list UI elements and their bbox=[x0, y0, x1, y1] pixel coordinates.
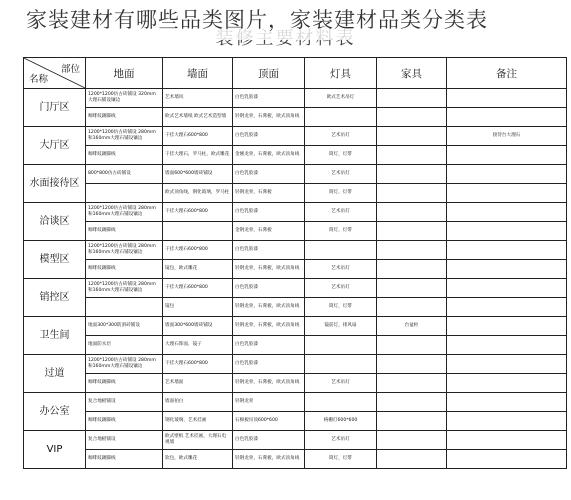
furniture-cell bbox=[377, 222, 447, 241]
remarks-cell bbox=[447, 184, 567, 203]
header-corner-cell bbox=[24, 58, 86, 89]
table-row bbox=[24, 222, 567, 241]
furniture-cell bbox=[377, 374, 447, 393]
ceiling-cell: 轻钢龙骨，石膏板，欧式顶角线 bbox=[233, 108, 305, 127]
ceiling-cell: 石棉板吊顶600*600 bbox=[233, 412, 305, 431]
remarks-cell bbox=[447, 222, 567, 241]
table-row bbox=[24, 317, 567, 336]
lighting-cell: 筒灯，灯带 bbox=[305, 450, 377, 469]
lighting-cell bbox=[305, 336, 377, 355]
area-name-cell: 水面接待区 bbox=[24, 165, 86, 203]
wall-cell: 艺术墙风 bbox=[163, 89, 233, 108]
table-row bbox=[24, 146, 567, 165]
wall-cell: 艺术墙面 bbox=[163, 374, 233, 393]
remarks-cell bbox=[447, 146, 567, 165]
floor-cell: 咖啡纹踢脚线 bbox=[86, 450, 163, 469]
table-row bbox=[24, 374, 567, 393]
furniture-cell bbox=[377, 203, 447, 222]
lighting-cell bbox=[305, 393, 377, 412]
furniture-cell: 台盆柜 bbox=[377, 317, 447, 336]
table-row bbox=[24, 165, 567, 184]
header-wall: 墙面 bbox=[163, 58, 233, 89]
lighting-cell: 筒灯，灯带 bbox=[305, 298, 377, 317]
floor-cell bbox=[86, 298, 163, 317]
lighting-cell: 艺术吊灯 bbox=[305, 165, 377, 184]
floor-cell: 800*800仿古砖铺设 bbox=[86, 165, 163, 184]
table-row bbox=[24, 431, 567, 450]
floor-cell: 咖啡纹踢脚线 bbox=[86, 374, 163, 393]
lighting-cell: 艺术吊灯 bbox=[305, 260, 377, 279]
table-row bbox=[24, 127, 567, 146]
lighting-cell: 艺术吊灯 bbox=[305, 374, 377, 393]
ceiling-cell: 轻钢龙骨，石膏板，欧式顶角线 bbox=[233, 298, 305, 317]
table-row bbox=[24, 241, 567, 260]
lighting-cell: 艺术吊灯 bbox=[305, 279, 377, 298]
furniture-cell bbox=[377, 146, 447, 165]
area-name-cell: 卫生间 bbox=[24, 317, 86, 355]
ceiling-cell: 白色乳胶漆 bbox=[233, 241, 305, 260]
ceiling-cell: 白色乳胶漆 bbox=[233, 89, 305, 108]
ceiling-cell: 轻钢龙骨 bbox=[233, 393, 305, 412]
wall-cell: 欧式壁纸 艺术挂画，大理石电视墙 bbox=[163, 431, 233, 450]
ceiling-cell: 白色乳胶漆 bbox=[233, 336, 305, 355]
furniture-cell bbox=[377, 336, 447, 355]
header-ceiling: 顶面 bbox=[233, 58, 305, 89]
wall-cell: 钢化玻璃，艺术挂画 bbox=[163, 412, 233, 431]
furniture-cell bbox=[377, 184, 447, 203]
floor-cell: 地面防水层 bbox=[86, 336, 163, 355]
floor-cell: 咖啡纹踢脚线 bbox=[86, 222, 163, 241]
remarks-cell bbox=[447, 203, 567, 222]
wall-cell: 干挂大理石600*800 bbox=[163, 241, 233, 260]
ceiling-cell: 白色乳胶漆 bbox=[233, 431, 305, 450]
lighting-cell: 欧式艺术吊灯 bbox=[305, 89, 377, 108]
remarks-cell bbox=[447, 450, 567, 469]
page-banner-title: 家装建材有哪些品类图片，家装建材品类分类表 bbox=[0, 0, 571, 40]
wall-cell: 墙面300*600墙砖铺设 bbox=[163, 317, 233, 336]
furniture-cell bbox=[377, 279, 447, 298]
ceiling-cell: 金刚龙骨，石膏板，欧式顶角线 bbox=[233, 146, 305, 165]
furniture-cell bbox=[377, 108, 447, 127]
wall-cell: 干挂大理石600*800 bbox=[163, 127, 233, 146]
remarks-cell bbox=[447, 374, 567, 393]
remarks-cell bbox=[447, 241, 567, 260]
ceiling-cell: 白色乳胶漆 bbox=[233, 127, 305, 146]
table-row bbox=[24, 260, 567, 279]
floor-cell: 复合地板铺设 bbox=[86, 431, 163, 450]
ceiling-cell: 轻钢龙骨，石膏板，欧式顶角线 bbox=[233, 374, 305, 393]
area-name-cell: 洽谈区 bbox=[24, 203, 86, 241]
wall-cell: 干挂大理石，罗马柱，欧式雕花 bbox=[163, 146, 233, 165]
ceiling-cell: 白色乳胶漆 bbox=[233, 355, 305, 374]
furniture-cell bbox=[377, 431, 447, 450]
floor-cell: 1200*1200仿古砖铺设 280mm和160mm大理石铺设镶边 bbox=[86, 279, 163, 298]
furniture-cell bbox=[377, 260, 447, 279]
lighting-cell: 艺术吊灯 bbox=[305, 127, 377, 146]
wall-cell bbox=[163, 222, 233, 241]
ceiling-cell: 轻钢龙骨，石膏板，欧式顶角线 bbox=[233, 260, 305, 279]
lighting-cell: 镜前灯，排风扇 bbox=[305, 317, 377, 336]
remarks-cell bbox=[447, 317, 567, 336]
floor-cell: 地面300*300防滑砖铺设 bbox=[86, 317, 163, 336]
ceiling-cell: 轻钢龙骨，石膏板，欧式顶角线 bbox=[233, 450, 305, 469]
wall-cell: 软包，欧式雕花 bbox=[163, 450, 233, 469]
table-row bbox=[24, 203, 567, 222]
remarks-cell bbox=[447, 279, 567, 298]
table-row bbox=[24, 412, 567, 431]
furniture-cell bbox=[377, 412, 447, 431]
ceiling-cell: 白色乳胶漆 bbox=[233, 165, 305, 184]
materials-table bbox=[23, 57, 567, 469]
header-corner-bottom-label: 名称 bbox=[29, 74, 49, 85]
lighting-cell bbox=[305, 355, 377, 374]
floor-cell: 咖啡纹踢脚线 bbox=[86, 412, 163, 431]
remarks-cell bbox=[447, 108, 567, 127]
remarks-cell bbox=[447, 165, 567, 184]
wall-cell: 大理石饰面，镜子 bbox=[163, 336, 233, 355]
table-row bbox=[24, 298, 567, 317]
lighting-cell: 艺术吊灯 bbox=[305, 203, 377, 222]
floor-cell: 1200*1200仿古砖铺设 280mm和160mm大理石铺设镶边 bbox=[86, 127, 163, 146]
area-name-cell: 过道 bbox=[24, 355, 86, 393]
lighting-cell bbox=[305, 108, 377, 127]
area-name-cell: VIP bbox=[24, 431, 86, 469]
table-row bbox=[24, 89, 567, 108]
remarks-cell bbox=[447, 355, 567, 374]
floor-cell: 1200*1200仿古砖铺设 320mm大理石铺设镶边 bbox=[86, 89, 163, 108]
header-corner-top-label: 部位 bbox=[60, 64, 80, 75]
lighting-cell bbox=[305, 241, 377, 260]
header-lighting: 灯具 bbox=[305, 58, 377, 89]
wall-cell: 墙面600*600墙砖铺设 bbox=[163, 165, 233, 184]
remarks-cell bbox=[447, 298, 567, 317]
floor-cell: 咖啡纹踢脚线 bbox=[86, 260, 163, 279]
furniture-cell bbox=[377, 89, 447, 108]
wall-cell: 欧式顶角线，钢化玻璃，罗马柱 bbox=[163, 184, 233, 203]
table-row bbox=[24, 184, 567, 203]
table-row bbox=[24, 355, 567, 374]
floor-cell: 咖啡纹踢脚线 bbox=[86, 108, 163, 127]
table-row bbox=[24, 336, 567, 355]
wall-cell: 镜包，欧式雕花 bbox=[163, 260, 233, 279]
area-name-cell: 模型区 bbox=[24, 241, 86, 279]
ceiling-cell: 金钢龙骨，石膏板 bbox=[233, 222, 305, 241]
lighting-cell: 艺术吊灯 bbox=[305, 431, 377, 450]
furniture-cell bbox=[377, 393, 447, 412]
ceiling-cell: 轻钢龙骨，石膏板 bbox=[233, 184, 305, 203]
table-row bbox=[24, 450, 567, 469]
area-name-cell: 大厅区 bbox=[24, 127, 86, 165]
ceiling-cell: 白色乳胶漆 bbox=[233, 279, 305, 298]
table-header-row bbox=[24, 58, 567, 89]
wall-cell: 欧式艺术墙纸 欧式艺术造型墙 bbox=[163, 108, 233, 127]
remarks-cell bbox=[447, 431, 567, 450]
lighting-cell: 筒灯，灯带 bbox=[305, 184, 377, 203]
furniture-cell bbox=[377, 127, 447, 146]
remarks-cell bbox=[447, 260, 567, 279]
header-remarks: 备注 bbox=[447, 58, 567, 89]
area-name-cell: 办公室 bbox=[24, 393, 86, 431]
table-body bbox=[24, 89, 567, 469]
remarks-cell bbox=[447, 336, 567, 355]
floor-cell: 复合地板铺设 bbox=[86, 393, 163, 412]
remarks-cell bbox=[447, 412, 567, 431]
table-row bbox=[24, 108, 567, 127]
furniture-cell bbox=[377, 298, 447, 317]
ceiling-cell: 白色乳胶漆 bbox=[233, 203, 305, 222]
area-name-cell: 门厅区 bbox=[24, 89, 86, 127]
table-row bbox=[24, 279, 567, 298]
floor-cell bbox=[86, 184, 163, 203]
header-floor: 地面 bbox=[86, 58, 163, 89]
lighting-cell: 筒灯，灯带 bbox=[305, 222, 377, 241]
wall-cell: 镜包 bbox=[163, 298, 233, 317]
wall-cell: 干挂大理石600*800 bbox=[163, 355, 233, 374]
lighting-cell: 筒灯，灯带 bbox=[305, 146, 377, 165]
remarks-cell: 接待台大理石 bbox=[447, 127, 567, 146]
remarks-cell bbox=[447, 89, 567, 108]
furniture-cell bbox=[377, 450, 447, 469]
lighting-cell: 格栅灯600*600 bbox=[305, 412, 377, 431]
furniture-cell bbox=[377, 241, 447, 260]
furniture-cell bbox=[377, 165, 447, 184]
floor-cell: 咖啡纹踢脚线 bbox=[86, 146, 163, 165]
floor-cell: 1200*1200仿古砖铺设 280mm和160mm大理石铺设镶边 bbox=[86, 203, 163, 222]
header-furniture: 家具 bbox=[377, 58, 447, 89]
remarks-cell bbox=[447, 393, 567, 412]
ceiling-cell: 轻钢龙骨，石膏板，欧式顶角线 bbox=[233, 317, 305, 336]
area-name-cell: 销控区 bbox=[24, 279, 86, 317]
wall-cell: 干挂大理石600*800 bbox=[163, 279, 233, 298]
floor-cell: 1200*1200仿古砖铺设 280mm和160mm大理石铺设镶边 bbox=[86, 355, 163, 374]
floor-cell: 1200*1200仿古砖铺设 280mm和160mm大理石铺设镶边 bbox=[86, 241, 163, 260]
furniture-cell bbox=[377, 355, 447, 374]
table-row bbox=[24, 393, 567, 412]
wall-cell: 墙面拍白 bbox=[163, 393, 233, 412]
wall-cell: 干挂大理石600*800 bbox=[163, 203, 233, 222]
